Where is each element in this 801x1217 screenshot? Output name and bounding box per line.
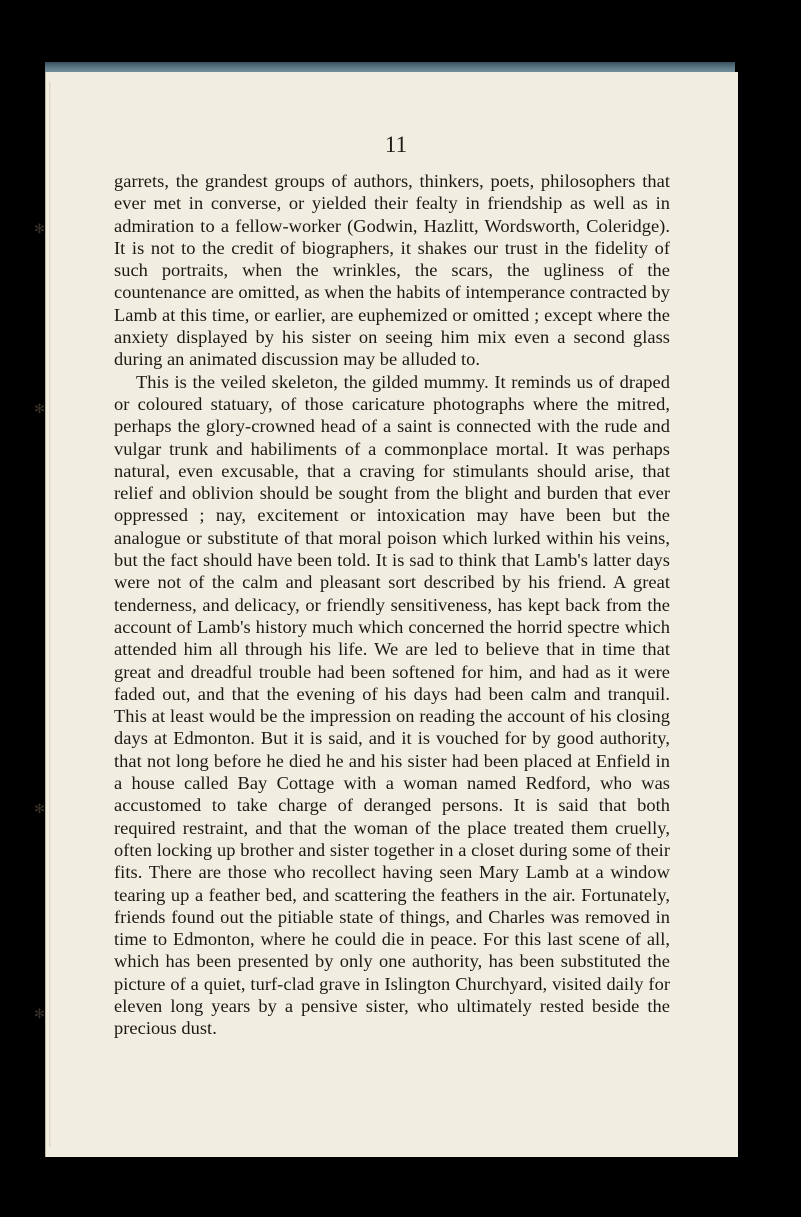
- page-body: [114, 170, 670, 1040]
- margin-blot-icon: ✻: [34, 222, 45, 237]
- book-page: [34, 72, 738, 1157]
- page-number: 11: [384, 132, 408, 157]
- margin-blot-icon: ✻: [34, 802, 45, 817]
- margin-blot-icon: ✻: [34, 1007, 45, 1022]
- paragraph: garrets, the grandest groups of authors, thinkers, poets, philosophers that ever met in converse, or yielded their fealty in friendship as well as in admiration to a fellow-worker (Godwin, Hazlitt, Wordsworth, Coleridge). It is not to the credit of biographers, it shakes our trust in the fidelity of such portraits, when the wrinkles, the scars, the ugliness of the countenance are omitted, as when the habits of intemperance contracted by Lamb at this time, or earlier, are euphemized or omitted ; except where the anxiety displayed by his sister on seeing him mix even a second glass during an animated discussion may be alluded to.: [114, 171, 670, 370]
- margin-blot-icon: ✻: [34, 402, 45, 417]
- page-gutter: [49, 82, 51, 1147]
- paragraph: This is the veiled skeleton, the gilded mummy. It reminds us of draped or coloured statuary, of those caricature photographs where the mitred, perhaps the glory-crowned head of a saint is connected with the rude and vulgar trunk and habiliments of a commonplace mortal. It was perhaps natural, even excusable, that a craving for stimulants should arise, that relief and oblivion should be sought from the blight and burden that ever oppressed ; nay, excitement or intoxication may have been but the analogue or substitute of that moral poison which lurked within his veins, but the fact should have been told. It is sad to think that Lamb's latter days were not of the calm and pleasant sort described by his friend. A great tenderness, and delicacy, or friendly sensitiveness, has kept back from the account of Lamb's history much which concerned the horrid spectre which attended him all through his life. We are led to believe that in time that great and dreadful trouble had been softened for him, and had as it were faded out, and that the evening of his days had been calm and tranquil. This at least would be the impression on reading the account of his closing days at Edmonton. But it is said, and it is vouched for by good authority, that not long before he died he and his sister had been placed at Enfield in a house called Bay Cottage with a woman named Redford, who was accustomed to take charge of deranged persons. It is said that both required restraint, and that the woman of the place treated them cruelly, often locking up brother and sister together in a closet during some of their fits. There are those who recollect having seen Mary Lamb at a window tearing up a feather bed, and scattering the feathers in the air. Fortunately, friends found out the pitiable state of things, and Charles was removed in time to Edmonton, where he could die in peace. For this last scene of all, which has been presented by only one authority, has been substituted the picture of a quiet, turf-clad grave in Islington Churchyard, visited daily for eleven long years by a pensive sister, who ultimately rested beside the precious dust.: [114, 371, 670, 1039]
